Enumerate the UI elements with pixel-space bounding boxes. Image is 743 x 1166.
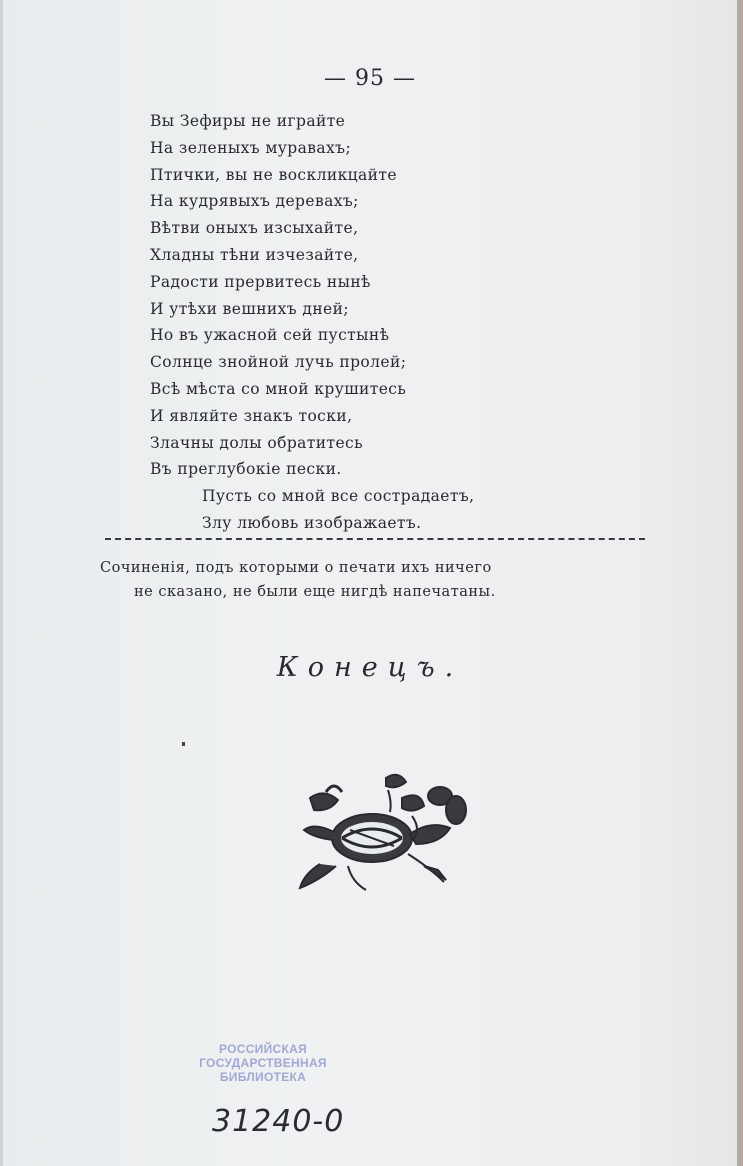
poem-line: Солнце знойной лучь пролей; (150, 353, 407, 372)
poem-line: На кудрявыхъ деревахъ; (150, 192, 359, 211)
poem-line: И являйте знакъ тоски, (150, 406, 353, 425)
poem-line: Вы Зефиры не играйте (150, 112, 346, 130)
stamp-line: БИБЛИОТЕКА (219, 1070, 307, 1084)
fruit-ornament-icon (290, 770, 470, 895)
poem-line: Злачны долы обратитесь (150, 433, 363, 452)
poem-closing-line: Злу любовь изображаетъ. (202, 513, 422, 532)
stamp-line: РОССИЙСКАЯ (218, 1042, 308, 1056)
library-stamp (188, 1042, 338, 1084)
poem-closing-line: Пусть со мной все сострадаетъ, (202, 487, 475, 506)
footnote-line: Сочиненiя, подъ которыми о печати ихъ ничего (100, 560, 492, 576)
poem-line: Въ прeглубокiе пески. (150, 460, 342, 479)
poem-line: Вѣтви оныхъ изсыхайте, (150, 219, 359, 238)
footnote-line: не сказано, не были еще нигдѣ напечатаны. (134, 584, 496, 600)
divider-rule (105, 538, 645, 540)
ink-speck (182, 742, 185, 746)
poem-line: На зеленыхъ муравахъ; (150, 138, 352, 157)
book-cover-edge (737, 0, 743, 1166)
poem-line: Но въ ужасной сей пустынѣ (150, 326, 390, 345)
poem-line: Хладны тѣни изчезайте, (150, 245, 359, 264)
end-title: Конецъ. (276, 652, 464, 683)
poem-line: Всѣ мѣста со мной крушитесь (150, 379, 407, 398)
poem-line: И утѣхи вешнихъ дней; (150, 299, 349, 318)
handwritten-shelfmark: 31240-0 (212, 1104, 345, 1139)
page-left-edge (0, 0, 3, 1166)
page-number: — 95 — (324, 66, 416, 91)
footnote (100, 556, 660, 604)
poem-line: Радости прервитесь нынѣ (150, 272, 371, 291)
stamp-line: ГОСУДАРСТВЕННАЯ (199, 1056, 327, 1070)
poem (150, 108, 590, 537)
poem-line: Птички, вы не воскликцайте (150, 165, 397, 184)
